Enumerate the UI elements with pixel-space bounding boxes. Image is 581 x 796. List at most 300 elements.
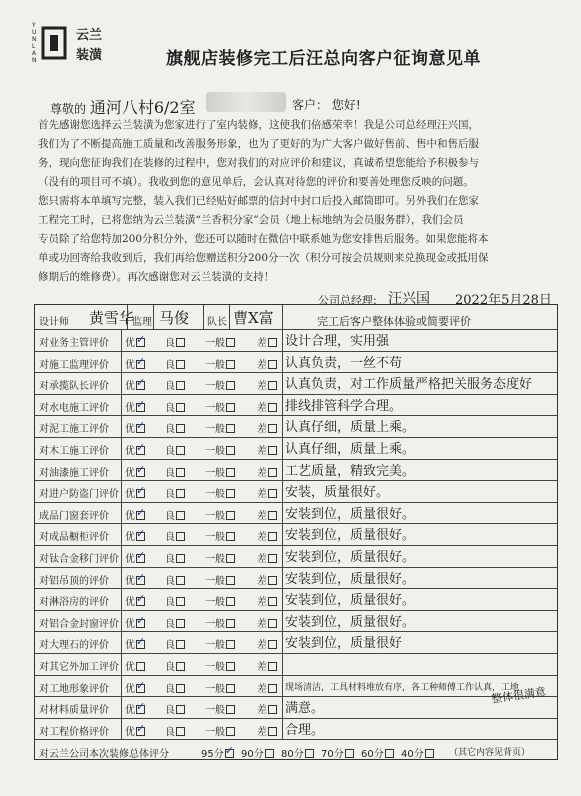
rating-option-label: 差 xyxy=(257,467,267,479)
rating-option-label: 差 xyxy=(257,446,267,457)
rating-comment: 安装到位，质量很好。 xyxy=(285,593,416,609)
checkbox[interactable] xyxy=(176,360,185,369)
rating-option[interactable] xyxy=(205,507,235,522)
overall-score-label: 90分 xyxy=(241,749,264,760)
overall-score-label: 60分 xyxy=(361,749,384,760)
rating-comment: 安装到位，质量很好。 xyxy=(285,506,416,522)
rating-option[interactable] xyxy=(205,528,235,543)
row-divider xyxy=(35,675,557,676)
rating-option[interactable] xyxy=(205,399,235,414)
rating-option-label: 一般 xyxy=(205,640,225,652)
checkbox[interactable] xyxy=(268,684,277,693)
rating-option[interactable] xyxy=(165,680,185,695)
rating-option-label: 优 xyxy=(125,424,135,436)
rating-option-label: 一般 xyxy=(205,662,225,673)
rating-comment: 安装到位，质量很好。 xyxy=(285,614,416,630)
checkbox[interactable] xyxy=(136,381,145,390)
rating-option-label: 优 xyxy=(125,338,135,349)
leader-name: 曹X富 xyxy=(233,309,274,327)
redacted-area xyxy=(206,92,286,112)
rating-option-label: 良 xyxy=(165,359,175,371)
checkbox[interactable] xyxy=(136,424,145,433)
checkbox[interactable] xyxy=(226,489,235,498)
rating-label: 对水电施工评价 xyxy=(39,402,109,414)
checkbox[interactable] xyxy=(226,532,235,541)
rating-option[interactable] xyxy=(257,680,277,695)
overall-score-label: 70分 xyxy=(321,749,344,760)
rating-option-label: 差 xyxy=(257,683,267,695)
checkbox[interactable] xyxy=(176,727,185,736)
overall-score-label: 95分 xyxy=(201,749,224,760)
rating-option[interactable] xyxy=(125,593,145,608)
letter-line: 修期后的维修费）。再次感谢您对云兰装潢的支持！ xyxy=(38,271,275,283)
rating-option-label: 良 xyxy=(165,575,175,587)
rating-option[interactable] xyxy=(125,464,145,479)
checkbox[interactable] xyxy=(226,727,235,736)
rating-comment: 安装到位，质量很好 xyxy=(285,636,403,652)
rating-option-label: 一般 xyxy=(205,359,225,371)
overall-score-option[interactable] xyxy=(361,745,394,760)
checkbox[interactable] xyxy=(268,705,277,714)
checkbox[interactable] xyxy=(136,511,145,520)
rating-option[interactable] xyxy=(165,615,185,630)
rating-option[interactable] xyxy=(125,377,145,392)
checkbox[interactable] xyxy=(176,468,185,477)
rating-option[interactable] xyxy=(125,356,145,371)
page-title: 旗舰店装修完工后汪总向客户征询意见单 xyxy=(166,49,481,69)
checkbox[interactable] xyxy=(136,705,145,714)
rating-option-label: 良 xyxy=(165,597,175,609)
greeting-suffix: 客户： 您好! xyxy=(292,98,361,112)
rating-option[interactable] xyxy=(257,658,277,673)
rating-option-label: 良 xyxy=(165,554,175,565)
overall-score-option[interactable] xyxy=(281,745,314,760)
rating-option-label: 优 xyxy=(125,510,135,522)
rating-option[interactable] xyxy=(257,572,277,587)
divider xyxy=(121,329,122,739)
rating-label: 对施工监理评价 xyxy=(39,359,109,371)
rating-option-label: 良 xyxy=(165,726,175,738)
rating-option-label: 良 xyxy=(165,683,175,695)
rating-label: 对油漆施工评价 xyxy=(39,467,109,479)
rating-option-label: 一般 xyxy=(205,618,225,630)
checkbox[interactable] xyxy=(136,554,145,563)
rating-option-label: 一般 xyxy=(205,705,225,717)
rating-label: 对工地形象评价 xyxy=(39,683,109,695)
rating-option-label: 优 xyxy=(125,726,135,738)
checkbox[interactable] xyxy=(268,424,277,433)
rating-option[interactable] xyxy=(257,550,277,565)
rating-option-label: 良 xyxy=(165,424,175,436)
rating-option-label: 优 xyxy=(125,489,135,501)
rating-option-label: 差 xyxy=(257,424,267,436)
rating-option-label: 良 xyxy=(165,489,175,501)
rating-option[interactable] xyxy=(205,464,235,479)
rating-option[interactable] xyxy=(125,507,145,522)
overall-score-option[interactable] xyxy=(201,745,234,760)
checkbox[interactable] xyxy=(176,446,185,455)
rating-option[interactable] xyxy=(205,485,235,500)
rating-option[interactable] xyxy=(125,442,145,457)
overall-score-option[interactable] xyxy=(401,745,434,760)
rating-label: 对进户防盗门评价 xyxy=(39,489,119,501)
checkbox[interactable] xyxy=(176,576,185,585)
overall-score-option[interactable] xyxy=(321,745,354,760)
rating-option-label: 一般 xyxy=(205,532,225,544)
checkbox[interactable] xyxy=(176,532,185,541)
checkbox[interactable] xyxy=(268,403,277,412)
rating-option[interactable] xyxy=(257,723,277,738)
checkbox[interactable] xyxy=(268,360,277,369)
margin-note: 整体很满意 xyxy=(490,685,547,706)
rating-option[interactable] xyxy=(165,550,185,565)
rating-option[interactable] xyxy=(257,399,277,414)
rating-option[interactable] xyxy=(165,701,185,716)
rating-comment: 认真负责，一丝不苟 xyxy=(285,355,403,371)
rating-option[interactable] xyxy=(125,572,145,587)
checkbox[interactable] xyxy=(176,403,185,412)
rating-label: 对铝吊顶的评价 xyxy=(39,575,109,587)
rating-option[interactable] xyxy=(205,615,235,630)
rating-option[interactable] xyxy=(257,420,277,435)
rating-option[interactable] xyxy=(165,399,185,414)
checkbox[interactable] xyxy=(176,424,185,433)
rating-option-label: 良 xyxy=(165,510,175,522)
rating-option[interactable] xyxy=(257,442,277,457)
rating-option-label: 优 xyxy=(125,532,135,544)
rating-option[interactable] xyxy=(165,636,185,651)
rating-label: 对工程价格评价 xyxy=(39,726,109,738)
checkbox[interactable] xyxy=(268,619,277,628)
rating-option[interactable] xyxy=(125,680,145,695)
checkbox[interactable] xyxy=(425,749,434,758)
rating-option[interactable] xyxy=(165,528,185,543)
rating-comment: 现场清洁，工具材料堆放有序，各工种师傅工作认真，工地 xyxy=(285,682,520,693)
logo-mark-icon xyxy=(41,26,67,60)
checkbox[interactable] xyxy=(176,662,185,671)
checkbox[interactable] xyxy=(176,705,185,714)
rating-option[interactable] xyxy=(257,701,277,716)
rating-option[interactable] xyxy=(125,701,145,716)
rating-option[interactable] xyxy=(205,550,235,565)
rating-option[interactable] xyxy=(257,464,277,479)
rating-option[interactable] xyxy=(165,377,185,392)
overall-score-option[interactable] xyxy=(241,745,274,760)
rating-comment: 安装到位，质量很好。 xyxy=(285,571,416,587)
rating-option-label: 差 xyxy=(257,597,267,609)
row-divider xyxy=(35,653,557,654)
designer-label: 设计师 xyxy=(39,317,69,328)
checkbox[interactable] xyxy=(136,338,145,347)
checkbox[interactable] xyxy=(226,338,235,347)
rating-option-label: 一般 xyxy=(205,424,225,436)
rating-option[interactable] xyxy=(125,615,145,630)
rating-option-label: 差 xyxy=(257,554,267,565)
rating-comment: 安装到位，质量很好。 xyxy=(285,528,416,544)
rating-option[interactable] xyxy=(125,550,145,565)
checkbox[interactable] xyxy=(226,619,235,628)
checkbox[interactable] xyxy=(136,446,145,455)
checkbox[interactable] xyxy=(136,403,145,412)
rating-option-label: 一般 xyxy=(205,554,225,565)
signature-label: 公司总经理: xyxy=(318,294,377,307)
rating-option-label: 一般 xyxy=(205,489,225,501)
checkbox[interactable] xyxy=(136,489,145,498)
checkbox[interactable] xyxy=(226,360,235,369)
rating-option-label: 一般 xyxy=(205,381,225,393)
checkbox[interactable] xyxy=(345,749,354,758)
rating-option[interactable] xyxy=(257,356,277,371)
rating-option[interactable] xyxy=(125,723,145,738)
divider xyxy=(35,739,557,740)
rating-option-label: 差 xyxy=(257,338,267,349)
rating-option[interactable] xyxy=(205,593,235,608)
customer-address: 通河八村6/2室 xyxy=(89,98,196,117)
rating-option[interactable] xyxy=(205,658,235,673)
rating-label: 对承揽队长评价 xyxy=(39,381,109,393)
rating-option[interactable] xyxy=(165,723,185,738)
rating-option-label: 差 xyxy=(257,575,267,587)
rating-option[interactable] xyxy=(125,420,145,435)
rating-option-label: 优 xyxy=(125,575,135,587)
checkbox[interactable] xyxy=(136,468,145,477)
rating-option[interactable] xyxy=(257,507,277,522)
checkbox[interactable] xyxy=(136,576,145,585)
rating-option[interactable] xyxy=(205,572,235,587)
checkbox[interactable] xyxy=(226,576,235,585)
rating-label: 对业务主管评价 xyxy=(39,338,109,349)
rating-option-label: 一般 xyxy=(205,338,225,349)
checkbox[interactable] xyxy=(268,468,277,477)
rating-option[interactable] xyxy=(125,658,145,673)
rating-option-label: 优 xyxy=(125,683,135,695)
rating-option[interactable] xyxy=(165,658,185,673)
overall-score-label: 80分 xyxy=(281,749,304,760)
checkbox[interactable] xyxy=(268,511,277,520)
overall-note: （其它内容见背页） xyxy=(449,748,531,758)
rating-option-label: 良 xyxy=(165,446,175,457)
checkbox[interactable] xyxy=(136,619,145,628)
checkbox[interactable] xyxy=(176,684,185,693)
overall-label: 对云兰公司本次装修总体评分 xyxy=(39,749,169,760)
logo-brand-line2: 装潢 xyxy=(76,48,103,63)
rating-option[interactable] xyxy=(165,442,185,457)
checkbox[interactable] xyxy=(268,381,277,390)
checkbox[interactable] xyxy=(226,662,235,671)
rating-option-label: 一般 xyxy=(205,683,225,695)
rating-label: 对铝合金封窗评价 xyxy=(39,618,119,630)
rating-option-label: 优 xyxy=(125,640,135,652)
checkbox[interactable] xyxy=(268,554,277,563)
rating-option[interactable] xyxy=(165,572,185,587)
rating-label: 对钛合金移门评价 xyxy=(39,554,119,565)
rating-option[interactable] xyxy=(257,615,277,630)
rating-option[interactable] xyxy=(125,399,145,414)
rating-option-label: 优 xyxy=(125,467,135,479)
greeting xyxy=(50,95,196,118)
checkbox[interactable] xyxy=(225,749,234,758)
rating-option[interactable] xyxy=(205,442,235,457)
rating-option[interactable] xyxy=(205,420,235,435)
checkbox[interactable] xyxy=(226,597,235,606)
checkbox[interactable] xyxy=(226,705,235,714)
checkbox[interactable] xyxy=(268,597,277,606)
checkbox[interactable] xyxy=(136,532,145,541)
divider xyxy=(203,305,204,329)
checkbox[interactable] xyxy=(268,662,277,671)
checkbox[interactable] xyxy=(226,381,235,390)
rating-comment: 安装，质量很好。 xyxy=(285,485,390,501)
rating-option-label: 差 xyxy=(257,381,267,393)
rating-option-label: 良 xyxy=(165,662,175,673)
divider xyxy=(229,305,230,329)
rating-option-label: 优 xyxy=(125,618,135,630)
rating-option[interactable] xyxy=(205,334,235,349)
checkbox[interactable] xyxy=(226,424,235,433)
rating-option-label: 优 xyxy=(125,705,135,717)
rating-option-label: 良 xyxy=(165,338,175,349)
rating-option[interactable] xyxy=(165,507,185,522)
rating-option-label: 良 xyxy=(165,402,175,414)
divider xyxy=(153,305,154,329)
rating-label: 对成品橱柜评价 xyxy=(39,532,109,544)
letter-line: 首先感谢您选择云兰装潢为您家进行了室内装修，这使我们倍感荣幸！我是公司总经理汪兴国， xyxy=(38,119,479,131)
checkbox[interactable] xyxy=(226,403,235,412)
overall-score-label: 40分 xyxy=(401,749,424,760)
checkbox[interactable] xyxy=(265,749,274,758)
checkbox[interactable] xyxy=(176,489,185,498)
checkbox[interactable] xyxy=(136,727,145,736)
rating-option[interactable] xyxy=(125,334,145,349)
rating-comment: 工艺质量，精致完美。 xyxy=(285,463,416,479)
rating-option[interactable] xyxy=(257,636,277,651)
checkbox[interactable] xyxy=(305,749,314,758)
checkbox[interactable] xyxy=(136,684,145,693)
letter-line: 务，现向您征询我们在装修的过程中，您对我们的对应评价和建议，真诚希望您能给予积极参与 xyxy=(38,157,479,169)
rating-option[interactable] xyxy=(125,636,145,651)
checkbox[interactable] xyxy=(226,684,235,693)
rating-comment: 合理。 xyxy=(285,722,325,738)
rating-label: 对材料质量评价 xyxy=(39,705,109,717)
rating-option[interactable] xyxy=(165,334,185,349)
checkbox[interactable] xyxy=(268,640,277,649)
rating-option-label: 一般 xyxy=(205,467,225,479)
rating-option-label: 差 xyxy=(257,705,267,717)
checkbox[interactable] xyxy=(268,338,277,347)
rating-comment: 满意。 xyxy=(285,701,325,717)
checkbox[interactable] xyxy=(176,381,185,390)
rating-label: 对泥工施工评价 xyxy=(39,424,109,436)
rating-option[interactable] xyxy=(165,485,185,500)
rating-option-label: 优 xyxy=(125,359,135,371)
checkbox[interactable] xyxy=(268,576,277,585)
supervisor-name: 马俊 xyxy=(159,309,190,327)
letter-line: （没有的项目可不填）。我收到您的意见单后，会认真对待您的评价和要善处理您反映的问题。 xyxy=(38,176,474,188)
checkbox[interactable] xyxy=(136,360,145,369)
rating-option[interactable] xyxy=(125,485,145,500)
leader-label: 队长 xyxy=(207,317,227,328)
checkbox[interactable] xyxy=(268,727,277,736)
checkbox[interactable] xyxy=(268,489,277,498)
letter-line: 我们为了不断提高施工质量和改善服务形象，也为了更好的为广大客户做好售前、售中和售后服 xyxy=(38,138,479,150)
rating-option-label: 差 xyxy=(257,402,267,414)
rating-option[interactable] xyxy=(205,636,235,651)
rating-option[interactable] xyxy=(205,701,235,716)
checkbox[interactable] xyxy=(226,468,235,477)
rating-option[interactable] xyxy=(125,528,145,543)
rating-comment: 认真负责，对工作质量严格把关服务态度好 xyxy=(285,377,533,393)
checkbox[interactable] xyxy=(268,446,277,455)
checkbox[interactable] xyxy=(176,619,185,628)
checkbox[interactable] xyxy=(385,749,394,758)
logo-side-text: YUN LAN xyxy=(32,22,37,64)
rating-option[interactable] xyxy=(257,528,277,543)
letter-line: 工程完工时，已将您纳为云兰装潢“兰香积分家”会员（地上标地纳为会员服务群），我们会员 xyxy=(38,214,464,226)
signature-name: 汪兴国 xyxy=(388,291,430,307)
checkbox[interactable] xyxy=(176,554,185,563)
rating-option-label: 优 xyxy=(125,554,135,565)
rating-option-label: 优 xyxy=(125,662,135,673)
checkbox[interactable] xyxy=(226,511,235,520)
checkbox[interactable] xyxy=(136,662,145,671)
rating-comment: 安装到位，质量很好。 xyxy=(285,550,416,565)
checkbox[interactable] xyxy=(226,446,235,455)
checkbox[interactable] xyxy=(136,597,145,606)
rating-option[interactable] xyxy=(257,485,277,500)
rating-option[interactable] xyxy=(205,680,235,695)
checkbox[interactable] xyxy=(226,640,235,649)
rating-option[interactable] xyxy=(165,356,185,371)
rating-option-label: 优 xyxy=(125,446,135,457)
rating-option[interactable] xyxy=(205,377,235,392)
greeting-prefix: 尊敬的 xyxy=(50,102,87,116)
rating-option-label: 一般 xyxy=(205,510,225,522)
rating-option[interactable] xyxy=(165,593,185,608)
rating-option-label: 良 xyxy=(165,532,175,544)
checkbox[interactable] xyxy=(176,597,185,606)
rating-comment: 认真仔细，质量上乘。 xyxy=(285,442,416,457)
rating-option-label: 良 xyxy=(165,381,175,393)
checkbox[interactable] xyxy=(176,640,185,649)
supervisor-label: 监理 xyxy=(132,317,152,328)
rating-option[interactable] xyxy=(257,377,277,392)
checkbox[interactable] xyxy=(268,532,277,541)
rating-comment: 认真仔细，质量上乘。 xyxy=(285,420,416,436)
rating-option-label: 良 xyxy=(165,640,175,652)
rating-option[interactable] xyxy=(257,334,277,349)
letter-line: 您只需将本单填写完整，装入我们已经贴好邮票的信封中封口后投入邮筒即可。另外我们在您家 xyxy=(38,195,479,207)
letter-line: 专员除了给您特加200分积分外，您还可以随时在微信中联系她为您安排售后服务。如果您能将本 xyxy=(38,233,489,245)
checkbox[interactable] xyxy=(136,640,145,649)
rating-option[interactable] xyxy=(165,420,185,435)
checkbox[interactable] xyxy=(176,511,185,520)
rating-table xyxy=(34,304,558,760)
checkbox[interactable] xyxy=(176,338,185,347)
rating-option-label: 优 xyxy=(125,597,135,609)
rating-option[interactable] xyxy=(205,356,235,371)
rating-option-label: 一般 xyxy=(205,402,225,414)
checkbox[interactable] xyxy=(226,554,235,563)
rating-option-label: 优 xyxy=(125,402,135,414)
rating-option[interactable] xyxy=(257,593,277,608)
rating-option-label: 良 xyxy=(165,467,175,479)
rating-option-label: 一般 xyxy=(205,575,225,587)
rating-option[interactable] xyxy=(165,464,185,479)
divider xyxy=(127,305,128,329)
rating-option-label: 差 xyxy=(257,726,267,738)
rating-option[interactable] xyxy=(205,723,235,738)
rating-option-label: 差 xyxy=(257,640,267,652)
